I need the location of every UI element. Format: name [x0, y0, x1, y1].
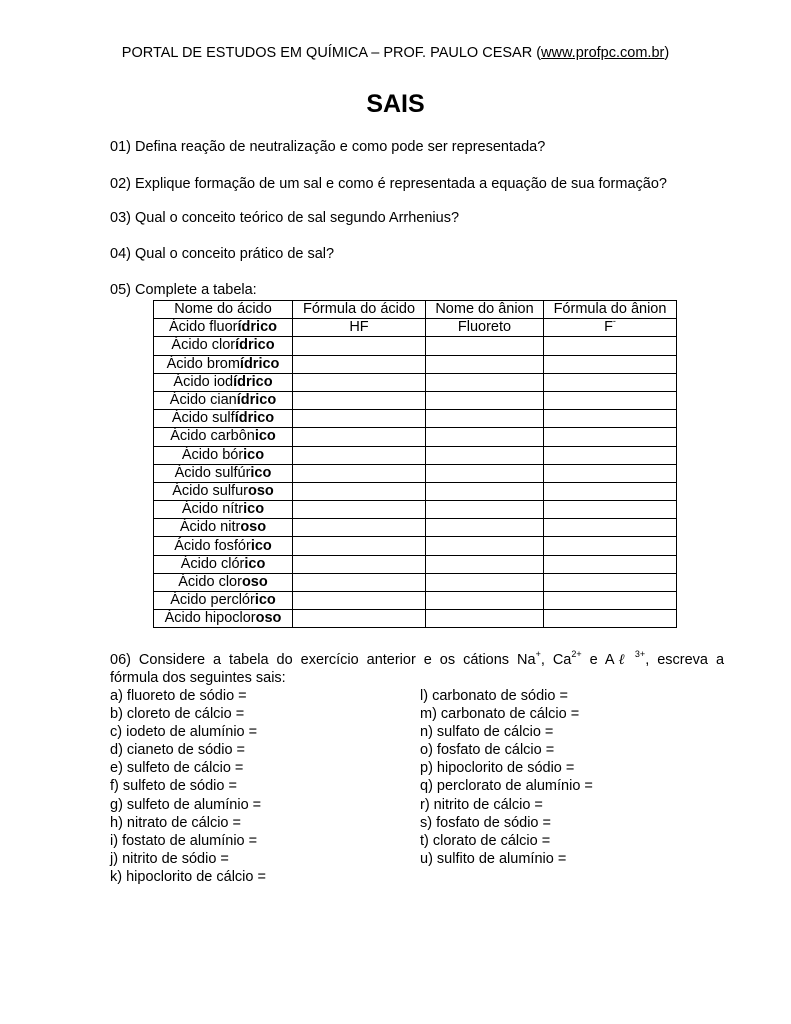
table-row: [154, 373, 677, 391]
anion-name-cell: [426, 355, 544, 373]
acid-name-stem: Ácido clor: [178, 573, 242, 590]
acid-formula-cell: [293, 610, 426, 628]
acid-name-suffix: oso: [240, 519, 267, 536]
table-row: [154, 319, 677, 337]
list-item: s) fosfato de sódio =: [420, 814, 551, 831]
anion-name-cell: [426, 482, 544, 500]
anion-name-cell: [426, 337, 544, 355]
anion-name-cell: [426, 610, 544, 628]
table-row: [154, 482, 677, 500]
anion-formula-cell: [544, 355, 677, 373]
q6-text-4: , escreva a: [645, 652, 725, 668]
q6-text-3: e A: [581, 652, 615, 668]
acid-name-stem: Ácido sulfúr: [174, 464, 251, 481]
list-item: k) hipoclorito de cálcio =: [110, 868, 266, 885]
acid-name-stem: Ácido fluor: [169, 319, 238, 336]
question-02: 02) Explique formação de um sal e como é representada a equação de sua formação?: [110, 176, 667, 192]
header-text: PORTAL DE ESTUDOS EM QUÍMICA – PROF. PAULO CESAR (: [121, 45, 542, 61]
acid-name-cell: [154, 519, 293, 537]
list-item: e) sulfeto de cálcio =: [110, 760, 244, 777]
anion-formula-cell: [544, 391, 677, 409]
acid-name-stem: Ácido nitr: [179, 519, 241, 536]
acid-name-suffix: ico: [250, 537, 272, 554]
list-item: l) carbonato de sódio =: [420, 688, 568, 704]
acid-name-stem: Ácido cian: [169, 392, 237, 409]
acid-name-cell: [154, 373, 293, 391]
list-item: u) sulfito de alumínio =: [420, 850, 567, 867]
acid-name-cell: [154, 446, 293, 464]
acid-formula-cell: [293, 519, 426, 537]
acid-formula-cell: [293, 446, 426, 464]
page-title: SAIS: [366, 90, 425, 118]
acid-name-suffix: ídrico: [236, 392, 277, 409]
list-item: b) cloreto de cálcio =: [110, 706, 245, 723]
acid-name-stem: Ácido nítr: [181, 501, 244, 518]
header-close: ): [664, 45, 670, 61]
acid-formula-cell: [293, 537, 426, 555]
table-row: [154, 464, 677, 482]
table-row: [154, 355, 677, 373]
acid-formula-cell: [293, 464, 426, 482]
anion-formula-cell: [544, 410, 677, 428]
salts-list-left: [110, 687, 266, 886]
table-row: [154, 537, 677, 555]
acid-name-cell: [154, 573, 293, 591]
acid-name-stem: Ácido brom: [166, 355, 240, 372]
acid-name-cell: [154, 537, 293, 555]
question-03: 03) Qual o conceito teórico de sal segundo Arrhenius?: [110, 210, 460, 226]
table-row: [154, 410, 677, 428]
na-charge: +: [535, 649, 541, 659]
acid-name-suffix: ico: [244, 555, 266, 572]
table-row: [154, 501, 677, 519]
acid-name-cell: [154, 355, 293, 373]
list-item: f) sulfeto de sódio =: [110, 778, 237, 795]
acid-formula-cell: [293, 337, 426, 355]
anion-formula-cell: [544, 555, 677, 573]
table-row: [154, 337, 677, 355]
anion-name-cell: [426, 428, 544, 446]
acid-formula-cell: [293, 373, 426, 391]
anion-name-cell: [426, 519, 544, 537]
list-item: a) fluoreto de sódio =: [110, 688, 247, 704]
q6-text-1: 06) Considere a tabela do exercício anterior e os cátions Na: [110, 652, 536, 668]
anion-name-cell: [426, 555, 544, 573]
acid-name-stem: Ácido bór: [181, 446, 244, 463]
acid-name-cell: [154, 464, 293, 482]
table-row: [154, 610, 677, 628]
acid-formula-cell: [293, 573, 426, 591]
page-header: [0, 45, 791, 61]
list-item: j) nitrito de sódio =: [110, 850, 229, 867]
anion-formula-cell: [544, 610, 677, 628]
acid-name-stem: Ácido iod: [173, 373, 234, 390]
anion-name-cell: [426, 501, 544, 519]
salts-list-right: [420, 687, 593, 868]
question-06: [110, 651, 724, 687]
acid-name-suffix: ico: [254, 592, 276, 609]
anion-name-cell: [426, 537, 544, 555]
acid-name-suffix: ico: [250, 464, 272, 481]
anion-formula-cell: [544, 446, 677, 464]
acid-name-cell: [154, 428, 293, 446]
acid-name-cell: [154, 410, 293, 428]
al-charge: 3+: [628, 649, 646, 659]
anion-name-cell: [426, 446, 544, 464]
list-item: q) perclorato de alumínio =: [420, 778, 593, 795]
acid-name-stem: Ácido clor: [171, 337, 236, 354]
acid-formula-cell: [293, 428, 426, 446]
anion-name-cell: [426, 592, 544, 610]
acid-name-stem: Ácido sulf: [171, 410, 235, 427]
question-01: 01) Defina reação de neutralização e como pode ser representada?: [110, 139, 546, 155]
acid-name-suffix: oso: [247, 482, 274, 499]
acid-name-suffix: ico: [254, 428, 276, 445]
anion-formula-cell: [544, 373, 677, 391]
list-item: n) sulfato de cálcio =: [420, 724, 554, 741]
header-url-link[interactable]: www.profpc.com.br: [541, 45, 665, 61]
acid-formula-cell: [293, 592, 426, 610]
list-item: p) hipoclorito de sódio =: [420, 760, 575, 777]
acid-name-suffix: ídrico: [234, 410, 275, 427]
acid-formula-cell: [293, 482, 426, 500]
acid-name-cell: [154, 592, 293, 610]
acid-name-suffix: oso: [255, 610, 282, 627]
anion-formula-cell: [544, 501, 677, 519]
anion-formula-cell: [544, 519, 677, 537]
table-row: [154, 555, 677, 573]
acid-name-cell: [154, 319, 293, 337]
acid-name-cell: [154, 337, 293, 355]
acid-name-suffix: ídrico: [239, 355, 280, 372]
anion-formula-cell: [544, 482, 677, 500]
list-item: m) carbonato de cálcio =: [420, 706, 580, 723]
anion-name-cell: [426, 410, 544, 428]
acid-formula-cell: [293, 410, 426, 428]
table-row: [154, 519, 677, 537]
list-item: c) iodeto de alumínio =: [110, 724, 258, 741]
anion-formula-symbol: F: [604, 319, 613, 336]
anion-formula-cell: [544, 464, 677, 482]
acid-name-cell: [154, 555, 293, 573]
acid-name-suffix: ídrico: [237, 319, 277, 336]
acid-formula-cell: [293, 391, 426, 409]
acid-formula-cell: [293, 355, 426, 373]
header-anion-name: Nome do ânion: [426, 301, 544, 319]
anion-charge: -: [612, 316, 616, 327]
acid-name-stem: Ácido clór: [180, 555, 245, 572]
anion-name-cell: [426, 373, 544, 391]
anion-formula-cell: [544, 573, 677, 591]
q6-text-2: , Ca: [540, 652, 572, 668]
acid-name-suffix: ídrico: [235, 337, 275, 354]
acid-formula-cell: [293, 501, 426, 519]
header-acid-formula: Fórmula do ácido: [293, 301, 426, 319]
acid-name-cell: [154, 501, 293, 519]
list-item: t) clorato de cálcio =: [420, 832, 551, 849]
acid-name-stem: Ácido carbôn: [170, 428, 255, 445]
question-06-line2: fórmula dos seguintes sais:: [110, 670, 286, 686]
question-04: 04) Qual o conceito prático de sal?: [110, 246, 335, 262]
list-item: o) fosfato de cálcio =: [420, 742, 555, 759]
table-row: [154, 446, 677, 464]
table-header-row: [154, 301, 677, 319]
table-row: [154, 592, 677, 610]
header-anion-formula: Fórmula do ânion: [544, 301, 677, 319]
acid-name-stem: Ácido hipoclor: [164, 610, 256, 627]
anion-formula-cell: [544, 537, 677, 555]
acid-name-suffix: ico: [243, 446, 265, 463]
list-item: h) nitrato de cálcio =: [110, 814, 241, 831]
acid-name-stem: Ácido fosfór: [174, 537, 251, 554]
ca-charge: 2+: [571, 649, 582, 659]
acid-formula-cell: HF: [293, 319, 426, 337]
question-06-line1: [110, 651, 724, 669]
list-item: r) nitrito de cálcio =: [420, 796, 543, 813]
acid-formula-cell: [293, 555, 426, 573]
question-05: 05) Complete a tabela:: [110, 282, 257, 298]
anion-name-cell: [426, 464, 544, 482]
acid-name-cell: [154, 610, 293, 628]
anion-name-cell: [426, 573, 544, 591]
acid-name-stem: Ácido sulfur: [172, 482, 248, 499]
header-acid-name: Nome do ácido: [154, 301, 293, 319]
table-row: [154, 428, 677, 446]
list-item: g) sulfeto de alumínio =: [110, 796, 262, 813]
list-item: d) cianeto de sódio =: [110, 742, 246, 759]
acid-name-cell: [154, 391, 293, 409]
al-ell-symbol: ℓ: [614, 652, 629, 668]
acid-name-suffix: ico: [243, 501, 265, 518]
anion-name-cell: [426, 391, 544, 409]
acid-name-suffix: oso: [241, 573, 268, 590]
anion-formula-cell: [544, 337, 677, 355]
acid-name-suffix: ídrico: [233, 373, 273, 390]
list-item: i) fostato de alumínio =: [110, 832, 258, 849]
table-row: [154, 573, 677, 591]
acid-name-stem: Ácido perclór: [170, 592, 255, 609]
table-row: [154, 391, 677, 409]
anion-formula-cell: [544, 592, 677, 610]
anion-formula-cell: [544, 316, 677, 337]
acids-table: [153, 300, 677, 628]
acid-name-cell: [154, 482, 293, 500]
anion-name-cell: Fluoreto: [426, 319, 544, 337]
anion-formula-cell: [544, 428, 677, 446]
